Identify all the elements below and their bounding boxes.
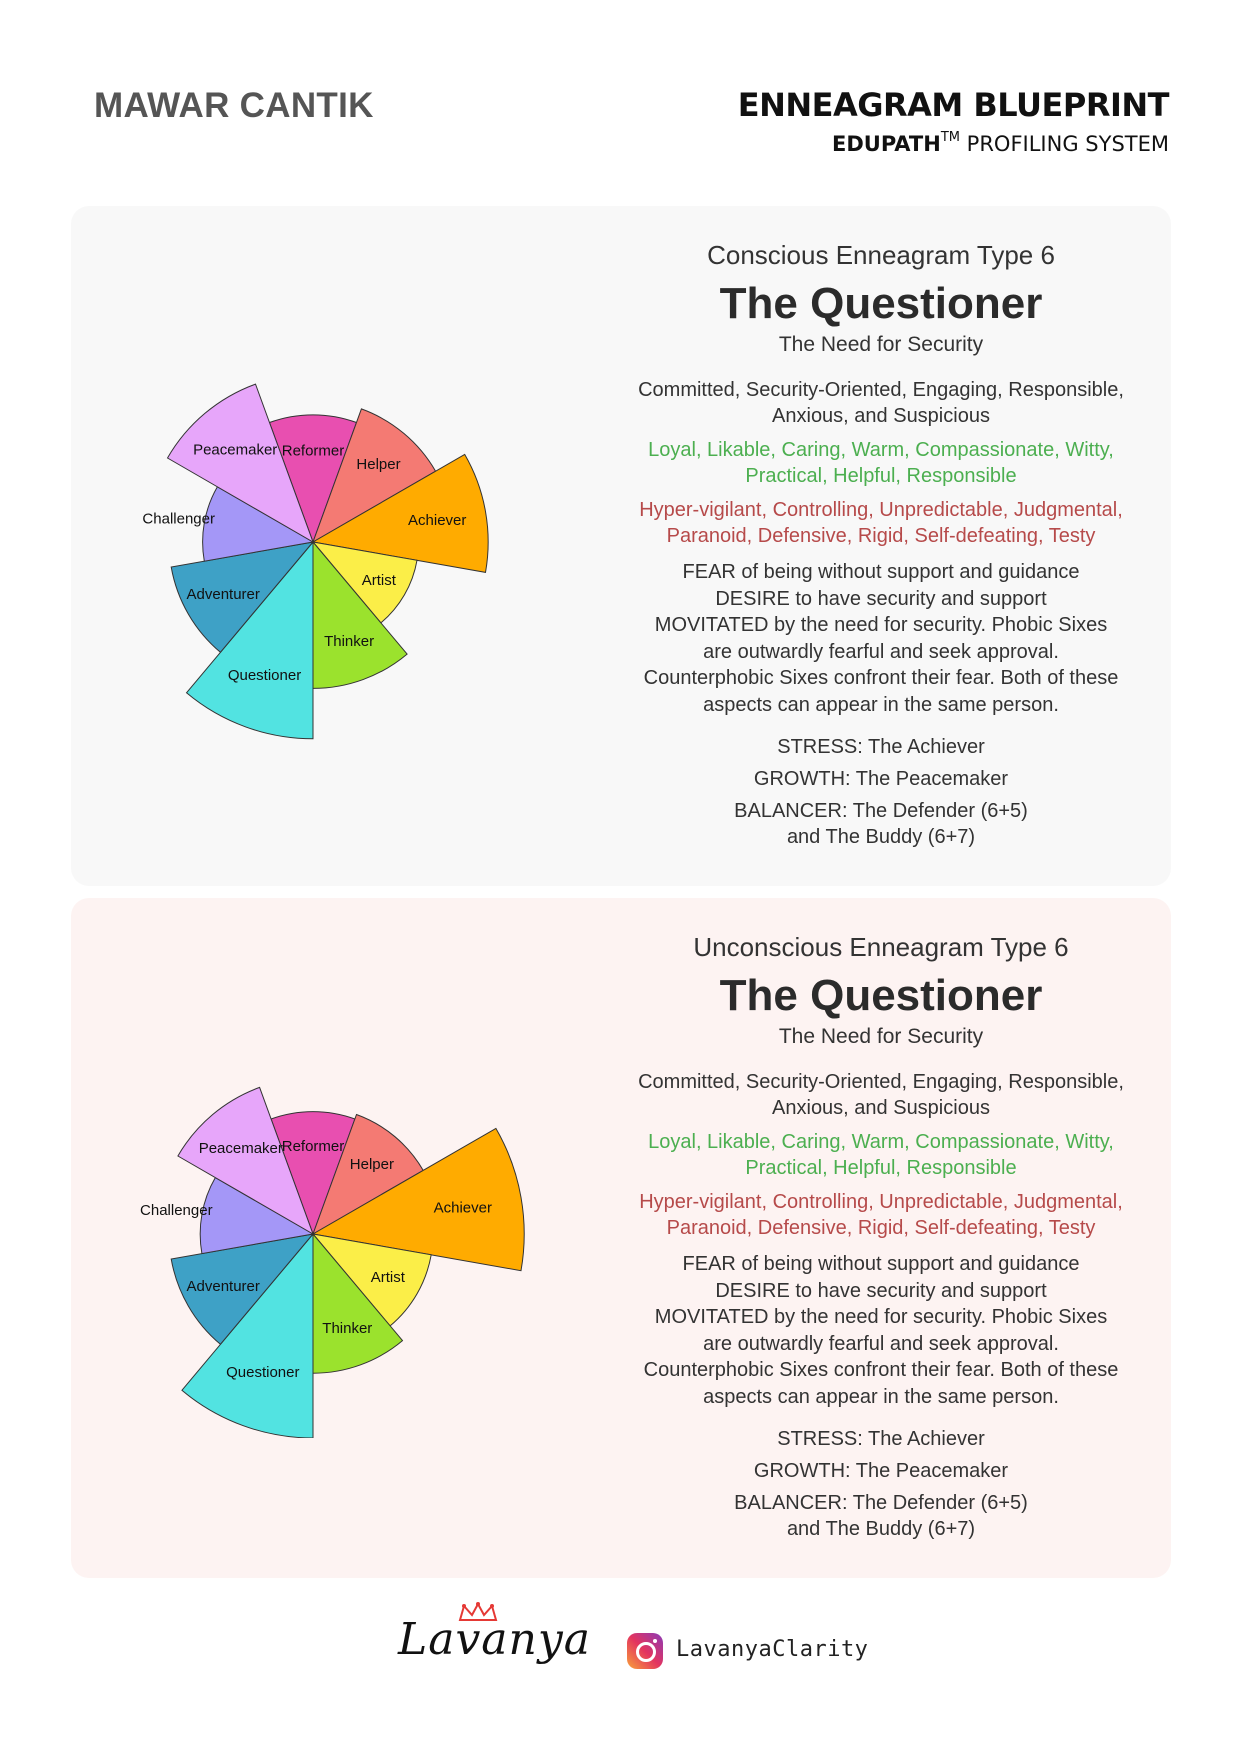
wheel-label-adventurer: Adventurer (186, 585, 260, 603)
brand-title: ENNEAGRAM BLUEPRINT (737, 86, 1169, 124)
conscious-info (611, 206, 1151, 856)
wheel-label-achiever: Achiever (408, 512, 467, 530)
wheel-label-peacemaker: Peacemaker (198, 1140, 283, 1157)
balancer-line: BALANCER: The Defender (6+5) and The Buddy (6+7) (734, 800, 1028, 848)
wheel-label-achiever: Achiever (433, 1199, 492, 1217)
balancer-line: BALANCER: The Defender (6+5) and The Buddy (6+7) (734, 1492, 1028, 1540)
wheel-label-artist: Artist (361, 572, 396, 589)
instagram-icon (627, 1633, 663, 1669)
type-line: Unconscious Enneagram Type 6 (693, 932, 1069, 962)
growth-line: GROWTH: The Peacemaker (753, 768, 1009, 790)
stress-line: STRESS: The Achiever (777, 736, 985, 758)
negative-traits: Hyper-vigilant, Controlling, Unpredictable, Judgmental, Paranoid, Defensive, Rigid, Self-defeating, Testy (639, 1191, 1123, 1239)
negative-traits: Hyper-vigilant, Controlling, Unpredictable, Judgmental, Paranoid, Defensive, Rigid, Self-defeating, Testy (639, 499, 1123, 547)
lavanya-logo (398, 1602, 591, 1682)
wheel-label-reformer: Reformer (281, 442, 345, 460)
growth-line: GROWTH: The Peacemaker (753, 1460, 1009, 1482)
wheel-label-questioner: Questioner (226, 1364, 300, 1381)
brand-sub-bold: EDUPATH (832, 132, 941, 156)
positive-traits: Loyal, Likable, Caring, Warm, Compassionate, Witty, Practical, Helpful, Responsible (648, 439, 1114, 487)
person-name: MAWAR CANTIK (94, 86, 374, 125)
fear-desire-block (611, 1251, 1151, 1410)
wheel-label-artist: Artist (370, 1269, 405, 1287)
wheel-label-challenger: Challenger (140, 1201, 213, 1219)
fear-desire-block (611, 559, 1151, 718)
type-need: The Need for Security (778, 1025, 984, 1048)
wheel-label-questioner: Questioner (227, 667, 302, 685)
trademark: TM (940, 130, 960, 145)
logo-text: Lavanya (398, 1614, 591, 1665)
wheel-label-adventurer: Adventurer (186, 1277, 260, 1295)
conscious-enneagram-wheel (81, 276, 601, 746)
wheel-svg (81, 276, 601, 746)
type-title: The Questioner (719, 971, 1043, 1020)
stress-line: STRESS: The Achiever (777, 1428, 985, 1450)
wheel-label-reformer: Reformer (281, 1137, 345, 1155)
type-need: The Need for Security (778, 333, 984, 356)
wheel-label-thinker: Thinker (322, 1320, 373, 1338)
unconscious-enneagram-wheel (81, 968, 601, 1438)
relations (611, 734, 1151, 850)
wheel-label-helper: Helper (356, 455, 401, 473)
unconscious-info (611, 898, 1151, 1548)
traits-text: Committed, Security-Oriented, Engaging, Responsible, Anxious, and Suspicious (638, 379, 1124, 427)
conscious-panel (71, 206, 1171, 886)
instagram-handle: LavanyaClarity (676, 1637, 869, 1662)
type-title: The Questioner (719, 279, 1043, 328)
brand-sub-rest: PROFILING SYSTEM (960, 132, 1169, 156)
wheel-svg (81, 968, 601, 1438)
relations (611, 1426, 1151, 1542)
fear-text: FEAR of being without support and guidance DESIRE to have security and support MOVITATED by the need for security. Phobic Sixes are outwardly fearful and seek approval. Counterphobic Sixes confront their fear. Both of these aspects can appear in the same person. (643, 561, 1119, 716)
wheel-label-challenger: Challenger (142, 510, 215, 528)
type-line: Conscious Enneagram Type 6 (707, 240, 1055, 270)
traits-text: Committed, Security-Oriented, Engaging, Responsible, Anxious, and Suspicious (638, 1071, 1124, 1119)
wheel-label-peacemaker: Peacemaker (193, 441, 278, 459)
positive-traits: Loyal, Likable, Caring, Warm, Compassionate, Witty, Practical, Helpful, Responsible (648, 1131, 1114, 1179)
unconscious-panel (71, 898, 1171, 1578)
wheel-label-thinker: Thinker (324, 633, 375, 651)
wheel-label-helper: Helper (349, 1155, 394, 1173)
fear-text: FEAR of being without support and guidance DESIRE to have security and support MOVITATED by the need for security. Phobic Sixes are outwardly fearful and seek approval. Counterphobic Sixes confront their fear. Both of these aspects can appear in the same person. (643, 1253, 1119, 1408)
brand-subtitle (832, 132, 1169, 156)
